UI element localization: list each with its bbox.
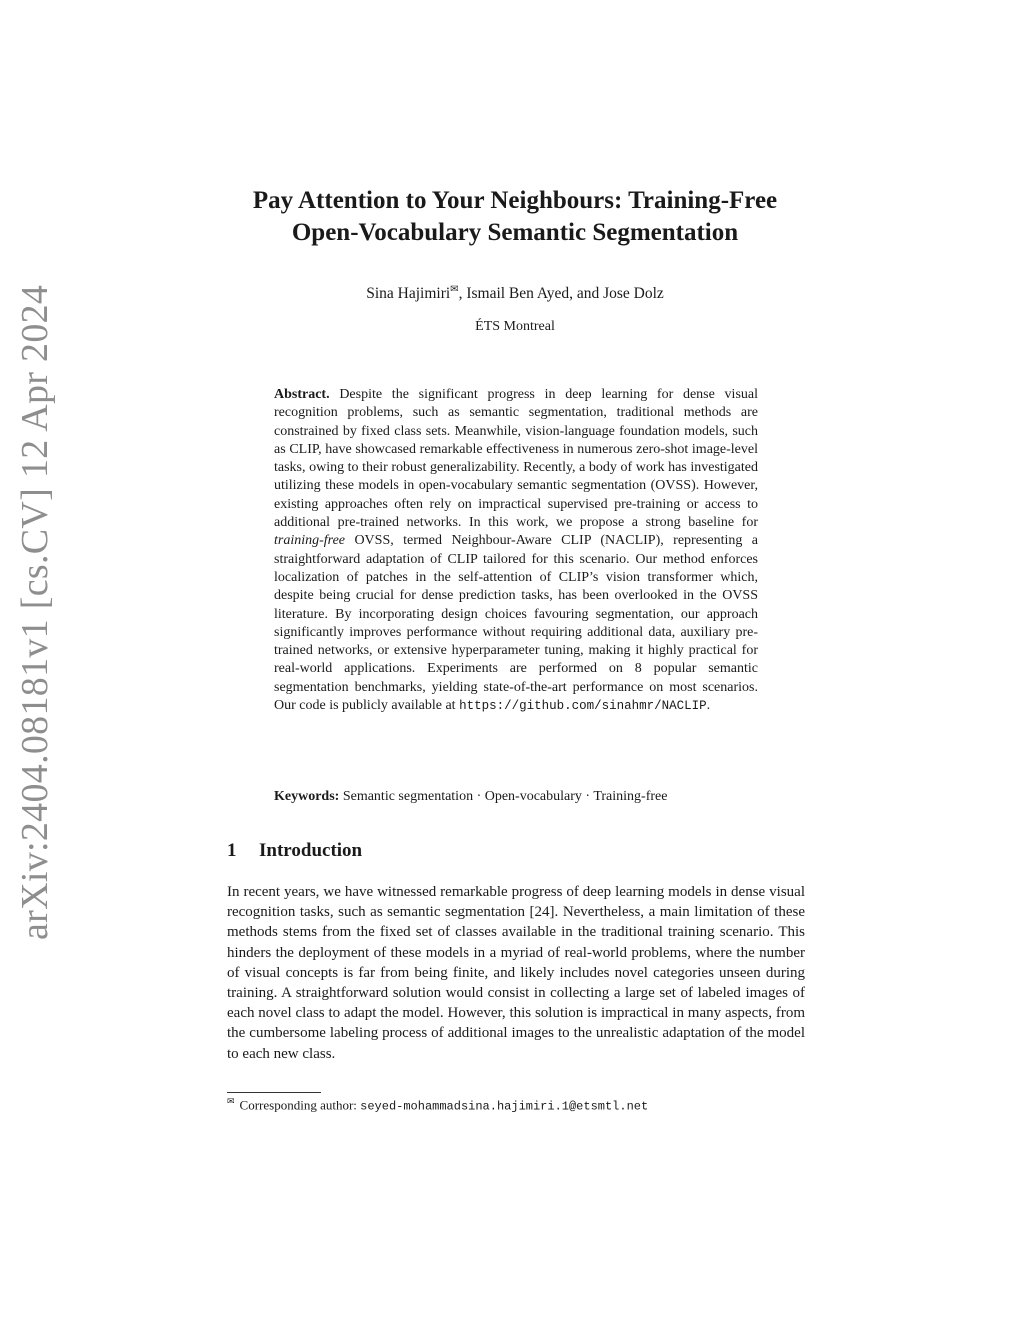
section-heading: [227, 840, 362, 862]
introduction-paragraph: In recent years, we have witnessed remarkable progress of deep learning models in dense visual recognition tasks, such as semantic segmentation [24]. Nevertheless, a main limitation of these methods stems from the fixed set of classes available in the traditional training scenario. This hinders the deployment of these models in a myriad of real-world problems, where the number of visual concepts is far from being finite, and likely includes novel categories unseen during training. A straightforward solution would consist in collecting a large set of labeled images of each novel class to adapt the model. However, this solution is impractical in many aspects, from the cumbersome labeling process of additional images to the unrealistic adaptation of the model to each new class.: [227, 884, 805, 1062]
keywords: [274, 789, 774, 805]
abstract: [274, 386, 758, 715]
title-line-2: Open-Vocabulary Semantic Segmentation: [291, 219, 739, 246]
other-authors: , Ismail Ben Ayed, and Jose Dolz: [458, 285, 664, 303]
abstract-label: Abstract.: [274, 387, 330, 402]
abstract-emphasis: training-free: [274, 533, 346, 549]
arxiv-identifier: arXiv:2404.08181v1 [cs.CV] 12 Apr 2024: [14, 284, 56, 940]
corresponding-author-icon: ✉: [450, 284, 459, 295]
author-list: [200, 284, 830, 303]
envelope-icon: ✉: [227, 1096, 235, 1106]
keywords-text: Semantic segmentation · Open-vocabulary · Training-free: [339, 789, 668, 804]
footnote-divider: [227, 1092, 321, 1093]
section-number: 1: [227, 840, 237, 861]
footnote: [227, 1096, 648, 1113]
footnote-label: Corresponding author:: [239, 1097, 361, 1113]
abstract-text-part-1: Despite the significant progress in deep learning for dense visual recognition problems, such as semantic segmentation, traditional methods are constrained by fixed class sets. Meanwhile, vision-language foundation models, such as CLIP, have showcased remarkable effectiveness in numerous zero-shot image-level tasks, owing to their robust generalizability. Recently, a body of work has investigated utilizing these models in open-vocabulary semantic segmentation (OVSS). However, existing approaches often rely on impractical supervised pre-training or access to additional pre-trained networks. In this work, we propose a strong baseline for: [274, 387, 758, 531]
abstract-end: .: [706, 698, 711, 714]
author-email-link[interactable]: seyed-mohammadsina.hajimiri.1@etsmtl.net: [360, 1099, 649, 1114]
first-author: Sina Hajimiri: [366, 285, 451, 303]
code-url-link[interactable]: https://github.com/sinahmr/NACLIP: [459, 699, 707, 714]
keywords-label: Keywords:: [274, 789, 340, 804]
paper-title: [200, 185, 830, 249]
abstract-text-part-2: OVSS, termed Neighbour-Aware CLIP (NACLIP), representing a straightforward adaptation of CLIP tailored for this scenario. Our method enforces localization of patches in the self-attention of CLIP’s vision transformer which, despite being crucial for dense prediction tasks, has been overlooked in the OVSS literature. By incorporating design choices favouring segmentation, our approach significantly improves performance without requiring additional data, auxiliary pre-trained networks, or extensive hyperparameter tuning, making it highly practical for real-world applications. Experiments are performed on 8 popular semantic segmentation benchmarks, yielding state-of-the-art performance on most scenarios. Our code is publicly available at: [274, 533, 758, 714]
section-title: Introduction: [259, 840, 363, 861]
affiliation: ÉTS Montreal: [475, 319, 555, 334]
title-line-1: Pay Attention to Your Neighbours: Training-Free: [252, 187, 778, 214]
